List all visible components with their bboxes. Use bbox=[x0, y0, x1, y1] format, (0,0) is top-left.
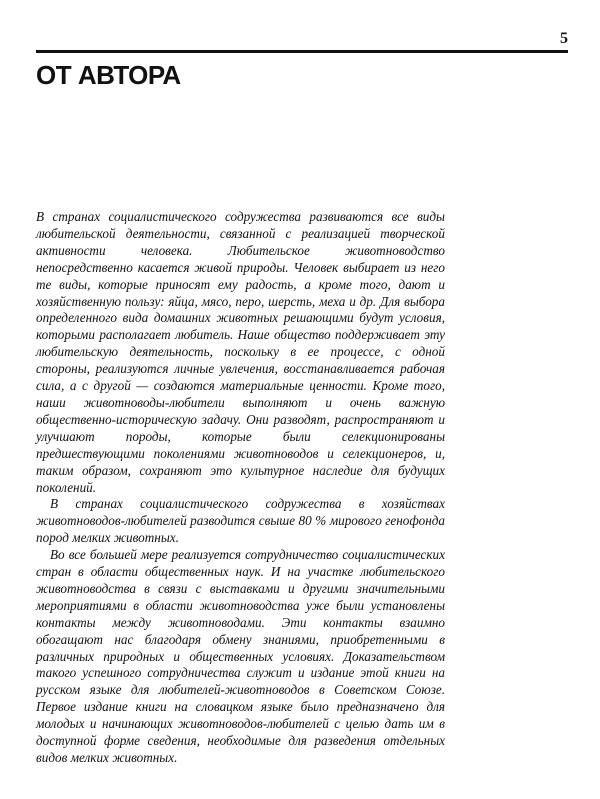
paragraph-3: Во все большей мере реализуется сотрудничество социалистических стран в области общественных наук. И на участке любительского животноводства в связи с выставками и другими значительными мероприятиями в области животноводства уже были установлены контакты между животноводами. Эти контакты взаимно обогащают нас благодаря обмену знаниями, приобретенными в различных природных и общественных условиях. Доказательством такого успешного сотрудничества служит и издание этой книги на русском языке для любителей-животноводов в Советском Союзе. Первое издание книги на словацком языке было предназначено для молодых и начинающих животноводов-любителей с целью дать им в доступной форме сведения, необходимые для разведения отдельных видов мелких животных. bbox=[36, 547, 445, 765]
body-text bbox=[36, 209, 445, 767]
page-number: 5 bbox=[560, 30, 568, 47]
header-rule bbox=[36, 50, 568, 53]
page-title: ОТ АВТОРА bbox=[36, 60, 181, 90]
paragraph-2: В странах социалистического содружества в хозяйствах животноводов-любителей разводится свыше 80 % мирового генофонда пород мелких животных. bbox=[36, 496, 445, 546]
paragraph-1: В странах социалистического содружества развиваются все виды любительской деятельности, связанной с реализацией творческой активности человека. Любительское животноводство непосредственно касается живой природы. Человек выбирает из него те виды, которые приносят ему радость, а кроме того, дают и хозяйственную пользу: яйца, мясо, перо, шерсть, меха и др. Для выбора определенного вида домашних животных решающими будут условия, которыми располагает любитель. Наше общество поддерживает эту любительскую деятельность, поскольку в ее процессе, с одной стороны, реализуются личные увлечения, восстанавливается рабочая сила, а с другой — создаются материальные ценности. Кроме того, наши животноводы-любители выполняют и очень важную общественно-историческую задачу. Они разводят, распространяют и улучшают породы, которые были селекционированы предшествующими поколениями животноводов и селекционеров, и, таким образом, сохраняют это культурное наследие для будущих поколений. bbox=[36, 209, 445, 495]
